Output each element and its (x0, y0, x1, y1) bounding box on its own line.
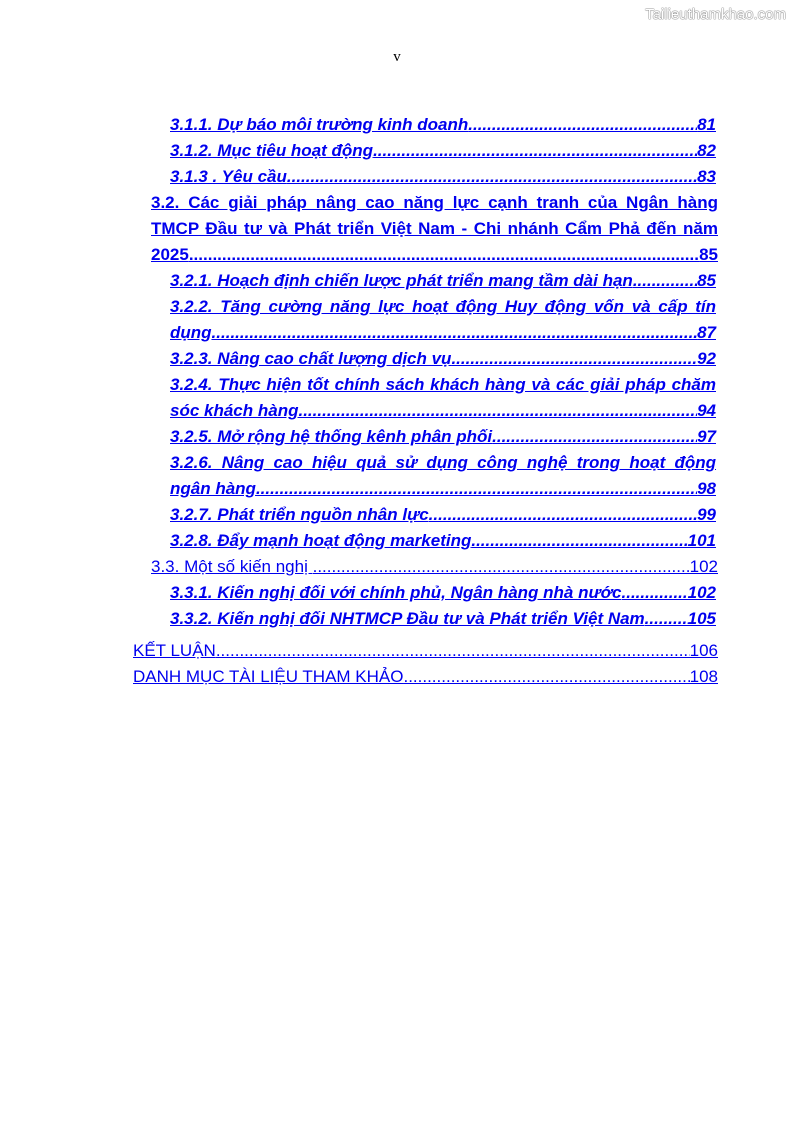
toc-page-number: 101 (687, 531, 716, 550)
toc-entry-ket-luan[interactable] (133, 638, 718, 664)
page-number: v (393, 49, 401, 65)
toc-leader-dots (298, 398, 697, 424)
toc-leader-dots (451, 346, 697, 372)
toc-entry-title: 3.2.3. Nâng cao chất lượng dịch vụ (170, 349, 452, 368)
toc-page-number: 97 (697, 427, 716, 446)
toc-entry-title: DANH MỤC TÀI LIỆU THAM KHẢO (133, 667, 404, 686)
toc-page-number: 87 (697, 323, 716, 342)
toc-leader-dots (471, 528, 687, 554)
toc-entry-title: 3.1.3 . Yêu cầu (170, 167, 287, 186)
toc-leader-dots (645, 606, 688, 632)
toc-entry-line: 3.2.4. Thực hiện tốt chính sách khách hàng và các giải pháp chăm (170, 375, 716, 394)
toc-entry-line: 3.2.6. Nâng cao hiệu quả sử dụng công nghệ trong hoạt động (170, 453, 716, 472)
toc-leader-dots (492, 424, 697, 450)
toc-page-number: 98 (697, 479, 716, 498)
toc-leader-dots (403, 664, 689, 690)
toc-leader-dots (633, 268, 697, 294)
toc-leader-dots (189, 242, 699, 268)
toc-entry-title: KẾT LUẬN (133, 641, 216, 660)
toc-page-number: 99 (697, 505, 716, 524)
toc-page-number: 81 (697, 115, 716, 134)
toc-leader-dots (287, 164, 697, 190)
toc-leader-dots (212, 320, 698, 346)
toc-entry-title: 3.1.1. Dự báo môi trường kinh doanh (170, 115, 469, 134)
toc-entry-title: 3.3. Một số kiến nghị (151, 557, 313, 576)
toc-entry-3-2-3[interactable] (170, 346, 716, 372)
toc-entry-3-2-5[interactable] (170, 424, 716, 450)
toc-leader-dots (622, 580, 688, 606)
toc-page-number: 108 (689, 667, 718, 686)
toc-entry-title: 3.2.7. Phát triển nguồn nhân lực (170, 505, 429, 524)
toc-leader-dots (313, 554, 690, 580)
toc-entry-title: 3.1.2. Mục tiêu hoạt động (170, 141, 374, 160)
toc-page-number: 82 (697, 141, 716, 160)
toc-page-number: 106 (689, 641, 718, 660)
toc-leader-dots (373, 138, 697, 164)
toc-entry-3-3[interactable] (151, 554, 718, 580)
toc-page-number: 94 (697, 401, 716, 420)
toc-entry-title: dụng (170, 323, 212, 342)
toc-entry-3-3-2[interactable] (170, 606, 716, 632)
toc-entry-title: ngân hàng (170, 479, 256, 498)
toc-entry-title: 3.2.1. Hoạch định chiến lược phát triển mang tầm dài hạn (170, 271, 633, 290)
toc-page-number: 85 (699, 245, 718, 264)
toc-leader-dots (429, 502, 697, 528)
toc-entry-3-2-6[interactable] (170, 450, 716, 502)
toc-entry-title: sóc khách hàng (170, 401, 299, 420)
toc-entry-title: 3.3.2. Kiến nghị đối NHTMCP Đầu tư và Phát triển Việt Nam (170, 609, 645, 628)
toc-entry-3-1-3[interactable] (170, 164, 716, 190)
toc-page-number: 105 (687, 609, 716, 628)
toc-entry-title: 3.2.8. Đẩy mạnh hoạt động marketing (170, 531, 472, 550)
toc-leader-dots (256, 476, 697, 502)
toc-leader-dots (216, 638, 690, 664)
toc-entry-3-2-2[interactable] (170, 294, 716, 346)
toc-entry-line: 3.2.2. Tăng cường năng lực hoạt động Huy động vốn và cấp tín (170, 297, 716, 316)
toc-entry-3-1-2[interactable] (170, 138, 716, 164)
toc-entry-3-2-7[interactable] (170, 502, 716, 528)
toc-entry-3-1-1[interactable] (170, 112, 716, 138)
toc-entry-line: TMCP Đầu tư và Phát triển Việt Nam - Chi nhánh Cẩm Phả đến năm (151, 219, 718, 238)
toc-page-number: 83 (697, 167, 716, 186)
toc-entry-danh-muc-tai-lieu[interactable] (133, 664, 718, 690)
toc-leader-dots (468, 112, 697, 138)
watermark: Tailieuthamkhao.com (645, 6, 786, 23)
toc-entry-3-2-4[interactable] (170, 372, 716, 424)
toc-entry-title: 3.2.5. Mở rộng hệ thống kênh phân phối (170, 427, 493, 446)
toc-entry-title: 2025 (151, 245, 189, 264)
toc-page-number: 102 (689, 557, 718, 576)
toc-entry-3-2-1[interactable] (170, 268, 716, 294)
toc-entry-title: 3.3.1. Kiến nghị đối với chính phủ, Ngân hàng nhà nước (170, 583, 622, 602)
toc-page-number: 92 (697, 349, 716, 368)
toc-entry-line: 3.2. Các giải pháp nâng cao năng lực cạnh tranh của Ngân hàng (151, 193, 718, 212)
toc-page-number: 85 (697, 271, 716, 290)
toc-entry-3-3-1[interactable] (170, 580, 716, 606)
toc-entry-3-2[interactable] (151, 190, 718, 268)
toc-entry-3-2-8[interactable] (170, 528, 716, 554)
toc-page-number: 102 (687, 583, 716, 602)
